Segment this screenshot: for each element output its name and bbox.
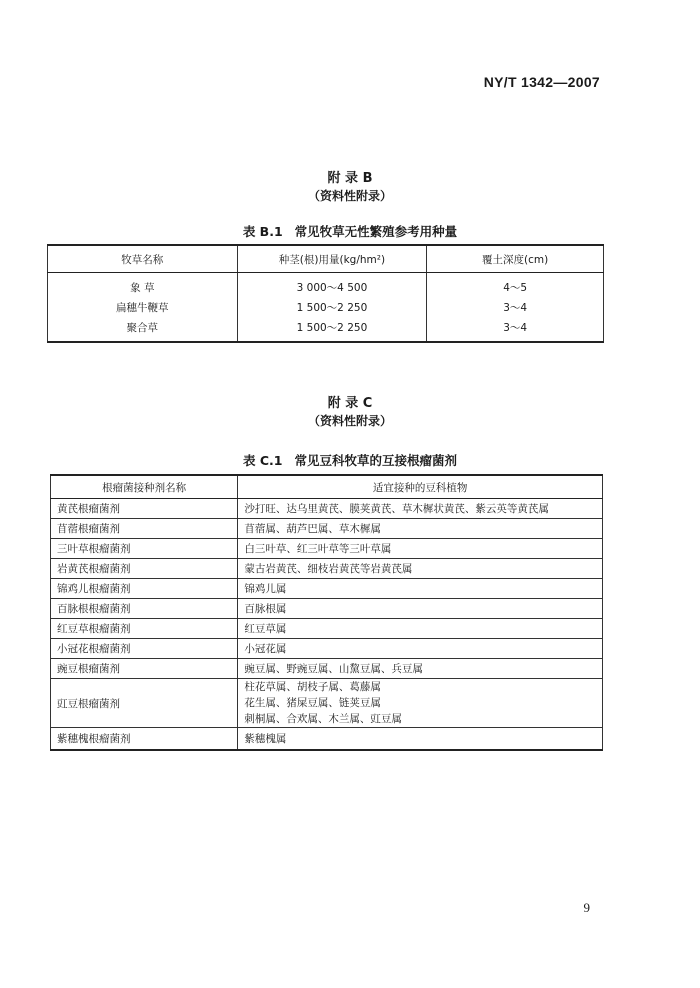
table-row (51, 659, 603, 679)
legume-plants: 沙打旺、达乌里黄芪、膜荚黄芪、草木樨状黄芪、紫云英等黄芪属 (238, 499, 603, 519)
table-c1-header: 适宜接种的豆科植物 (238, 475, 603, 499)
inoculant-name: 紫穗槐根瘤菌剂 (51, 728, 238, 750)
table-b1-number: 表 B.1 (242, 224, 283, 239)
page-number: 9 (583, 900, 590, 915)
table-b1-header: 牧草名称 (48, 245, 238, 273)
table-b1-title: 常见牧草无性繁殖参考用种量 (294, 224, 458, 239)
legume-plants: 百脉根属 (238, 599, 603, 619)
appendix-b-subtitle: （资料性附录） (307, 189, 392, 203)
table-c1-number: 表 C.1 (243, 453, 283, 468)
table-c1-header: 根瘤菌接种剂名称 (51, 475, 238, 499)
table-row (51, 599, 603, 619)
table-row (51, 639, 603, 659)
inoculant-name: 豇豆根瘤菌剂 (51, 679, 238, 728)
table-c1-title: 常见豆科牧草的互接根瘤菌剂 (294, 453, 457, 468)
table-row (48, 273, 604, 298)
table-cell: 3 000～4 500 (237, 273, 427, 298)
table-c1-caption (0, 451, 700, 469)
table-cell: 1 500～2 250 (237, 297, 427, 317)
legume-plants: 苜蓿属、葫芦巴属、草木樨属 (238, 519, 603, 539)
table-b1-caption (0, 222, 700, 240)
table-b1 (47, 244, 604, 343)
table-cell: 扁穗牛鞭草 (48, 297, 238, 317)
table-cell: 聚合草 (48, 317, 238, 342)
appendix-c-title: 附 录 C (327, 396, 373, 411)
legume-plants: 红豆草属 (238, 619, 603, 639)
legume-plants-line: 刺桐属、合欢属、木兰属、豇豆属 (244, 713, 402, 725)
legume-plants: 豌豆属、野豌豆属、山黧豆属、兵豆属 (238, 659, 603, 679)
legume-plants: 小冠花属 (238, 639, 603, 659)
inoculant-name: 红豆草根瘤菌剂 (51, 619, 238, 639)
legume-plants-line: 花生属、猪屎豆属、链荚豆属 (244, 697, 381, 709)
inoculant-name: 豌豆根瘤菌剂 (51, 659, 238, 679)
appendix-b-title: 附 录 B (327, 171, 373, 186)
inoculant-name: 黄芪根瘤菌剂 (51, 499, 238, 519)
table-cell: 4～5 (427, 273, 604, 298)
inoculant-name: 岩黄芪根瘤菌剂 (51, 559, 238, 579)
table-row (48, 317, 604, 342)
legume-plants: 蒙古岩黄芪、细枝岩黄芪等岩黄芪属 (238, 559, 603, 579)
table-row (51, 539, 603, 559)
legume-plants: 白三叶草、红三叶草等三叶草属 (238, 539, 603, 559)
table-row (51, 679, 603, 728)
inoculant-name: 百脉根根瘤菌剂 (51, 599, 238, 619)
table-cell: 象 草 (48, 273, 238, 298)
table-c1 (50, 474, 603, 751)
table-cell: 3～4 (427, 297, 604, 317)
table-cell: 1 500～2 250 (237, 317, 427, 342)
table-row (51, 519, 603, 539)
legume-plants: 锦鸡儿属 (238, 579, 603, 599)
appendix-c-subtitle: （资料性附录） (307, 414, 392, 428)
table-cell: 3～4 (427, 317, 604, 342)
table-b1-header: 种茎(根)用量(kg/hm²) (237, 245, 427, 273)
table-row (51, 559, 603, 579)
legume-plants-line: 柱花草属、胡枝子属、葛藤属 (244, 681, 381, 693)
inoculant-name: 三叶草根瘤菌剂 (51, 539, 238, 559)
table-row (48, 297, 604, 317)
table-row (51, 579, 603, 599)
legume-plants (238, 679, 603, 728)
table-b1-header: 覆土深度(cm) (427, 245, 604, 273)
table-row (51, 499, 603, 519)
legume-plants: 紫穗槐属 (238, 728, 603, 750)
inoculant-name: 锦鸡儿根瘤菌剂 (51, 579, 238, 599)
table-row (51, 728, 603, 750)
inoculant-name: 小冠花根瘤菌剂 (51, 639, 238, 659)
document-code: NY/T 1342—2007 (483, 74, 600, 90)
table-row (51, 619, 603, 639)
inoculant-name: 苜蓿根瘤菌剂 (51, 519, 238, 539)
